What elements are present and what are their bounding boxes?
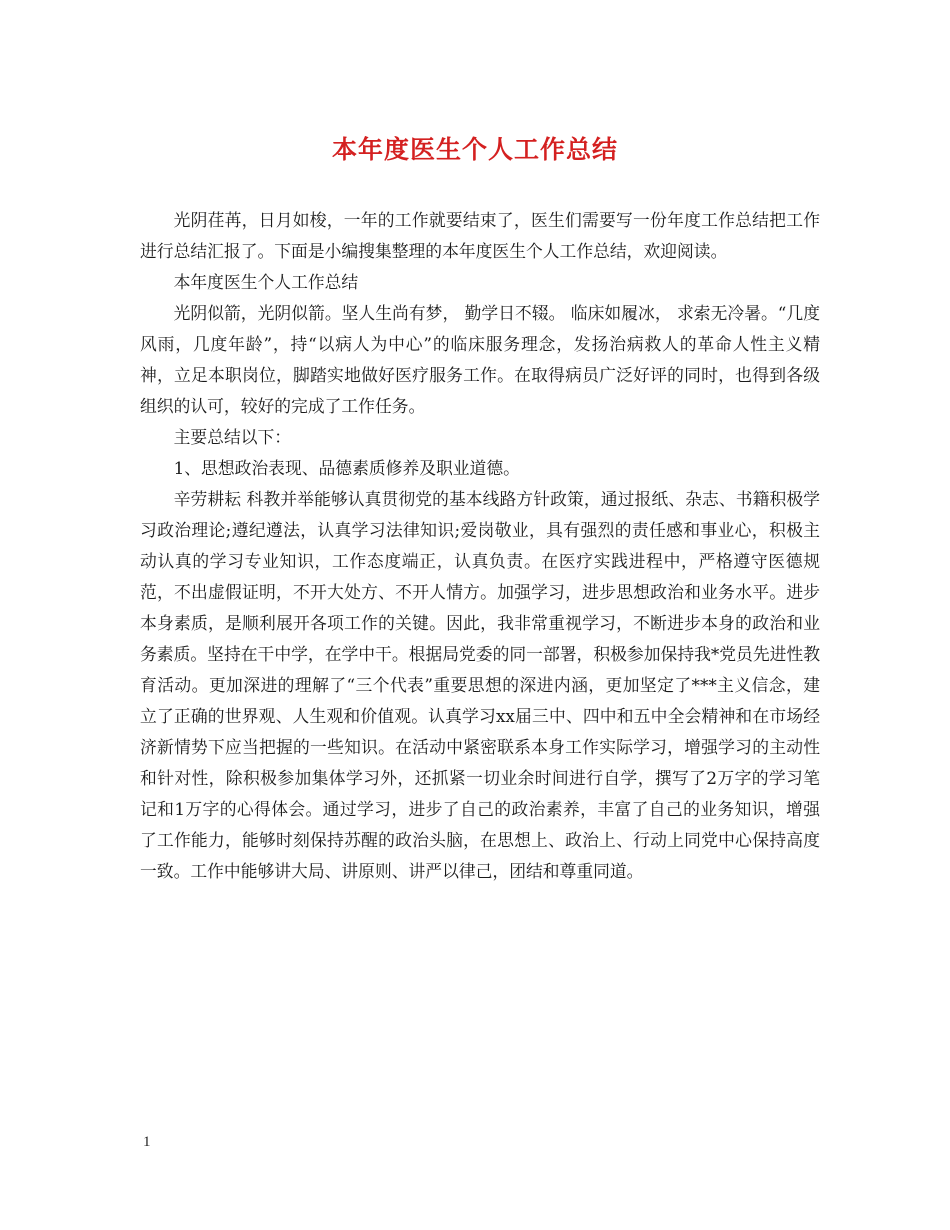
document-body — [140, 205, 820, 887]
summary-heading: 主要总结以下： — [173, 427, 292, 447]
main-paragraph: 辛劳耕耘 科教并举能够认真贯彻党的基本线路方针政策，通过报纸、杂志、书籍积极学习政治理论;遵纪遵法，认真学习法律知识;爱岗敬业，具有强烈的责任感和事业心，积极主动认真的学习专业知识，工作态度端正，认真负责。在医疗实践进程中，严格遵守医德规范，不出虚假证明，不开大处方、不开人情方。加强学习，进步思想政治和业务水平。进步本身素质，是顺利展开各项工作的关键。因此，我非常重视学习，不断进步本身的政治和业务素质。坚持在干中学，在学中干。根据局党委的同一部署，积极参加保持我*党员先进性教育活动。更加深进的理解了“三个代表”重要思想的深进内涵，更加坚定了***主义信念，建立了正确的世界观、人生观和价值观。认真学习xx届三中、四中和五中全会精神和在市场经济新情势下应当把握的一些知识。在活动中紧密联系本身工作实际学习，增强学习的主动性和针对性，除积极参加集体学习外，还抓紧一切业余时间进行自学，撰写了2万字的学习笔记和1万字的心得体会。通过学习，进步了自己的政治素养，丰富了自己的业务知识，增强了工作能力，能够时刻保持苏醒的政治头脑，在思想上、政治上、行动上同党中心保持高度一致。工作中能够讲大局、讲原则、讲严以律己，团结和尊重同道。 — [140, 489, 820, 881]
section-heading: 本年度医生个人工作总结 — [173, 272, 359, 292]
page-number: 1 — [143, 1134, 151, 1150]
opening-paragraph: 光阴似箭，光阴似箭。坚人生尚有梦， 勤学日不辍。 临床如履冰， 求索无冷暑。“几度风雨，几度年龄”，持“以病人为中心”的临床服务理念，发扬治病救人的革命人性主义精神，立足本职岗位，脚踏实地做好医疗服务工作。在取得病员广泛好评的同时，也得到各级组织的认可，较好的完成了工作任务。 — [140, 303, 820, 416]
item-heading: 1、思想政治表现、品德素质修养及职业道德。 — [173, 458, 520, 478]
intro-paragraph: 光阴荏苒，日月如梭，一年的工作就要结束了，医生们需要写一份年度工作总结把工作进行总结汇报了。下面是小编搜集整理的本年度医生个人工作总结，欢迎阅读。 — [140, 210, 820, 261]
document-title: 本年度医生个人工作总结 — [331, 135, 618, 164]
